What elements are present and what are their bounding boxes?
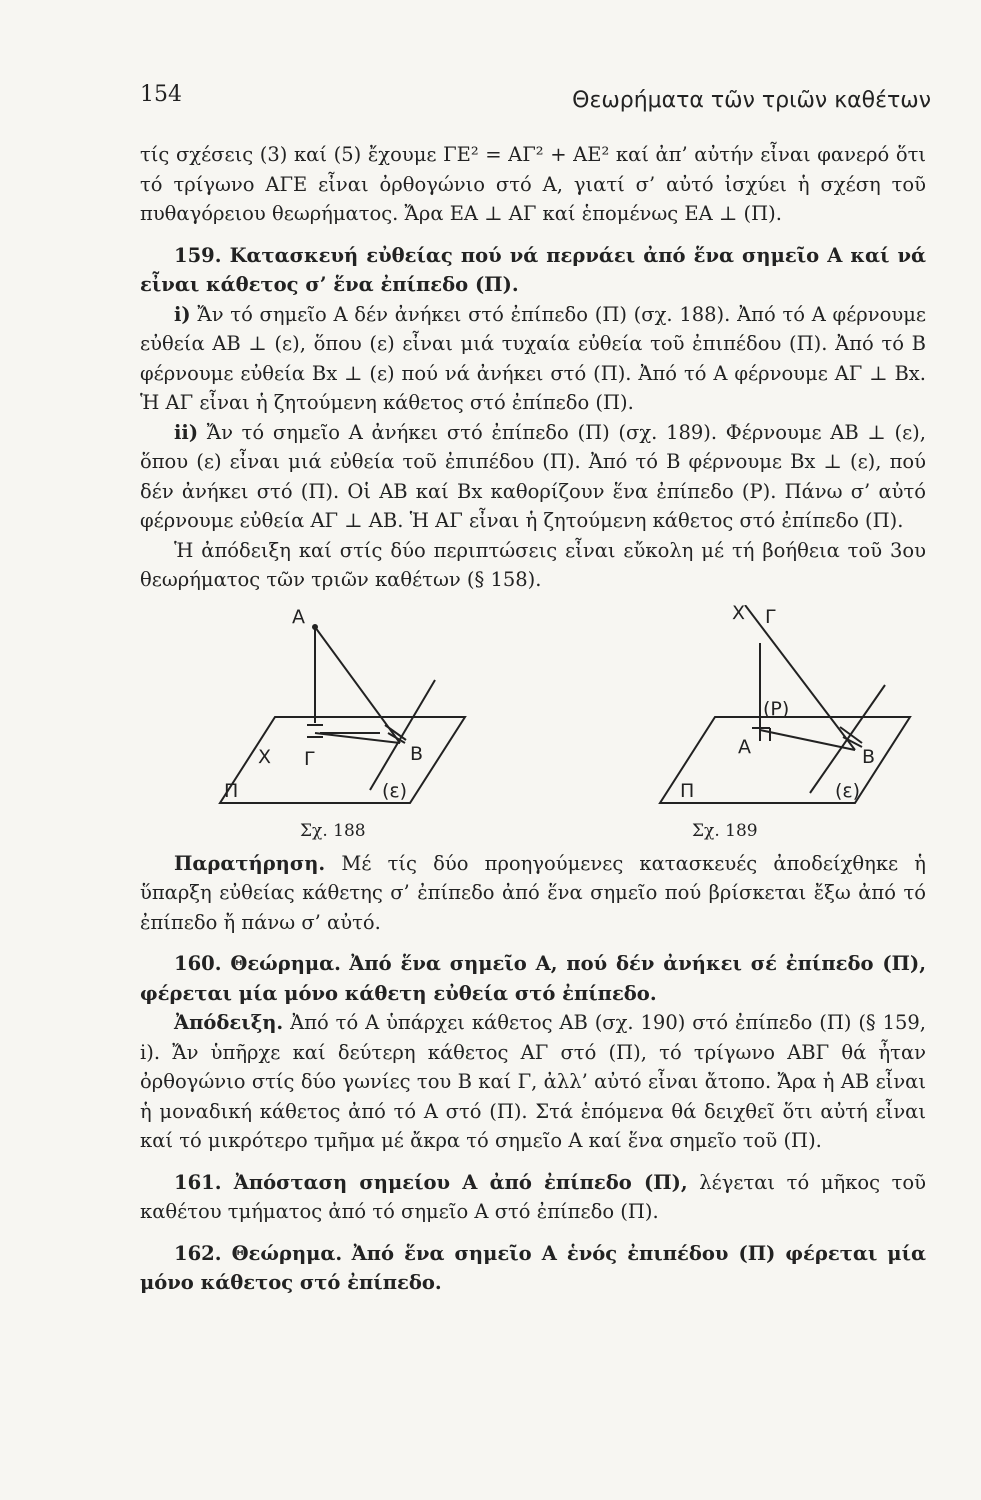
plane-p bbox=[220, 717, 465, 803]
case-ii-text: Ἄν τό σημεῖο Α ἀνήκει στό ἐπίπεδο (Π) (σχ. 189). Φέρνουμε ΑΒ ⊥ (ε), ὅπου (ε) εἶναι μιά εὐθεία τοῦ ἐπιπέδου (Π). Ἀπό τό Β φέρνουμε Βx ⊥ (ε), πού δέν ἀνήκει στό (Π). Οἱ ΑΒ καί Βx καθορίζουν ἕνα ἐπίπεδο (Ρ). Πάνω σ’ αὐτό φέρνουμε εὐθεία ΑΓ ⊥ ΑΒ. Ἡ ΑΓ εἶναι ἡ ζητούμενη κάθετος στό ἐπίπεδο (Π). bbox=[140, 420, 926, 532]
page-body bbox=[140, 140, 926, 1298]
figure-188 bbox=[210, 605, 470, 810]
label-x: Χ bbox=[732, 604, 746, 624]
proof-note: Ἡ ἀπόδειξη καί στίς δύο περιπτώσεις εἶναι εὔκολη μέ τή βοήθεια τοῦ 3ου θεωρήματος τῶν τριῶν καθέτων (§ 158). bbox=[140, 538, 926, 591]
label-a: Α bbox=[292, 605, 305, 628]
caption-188: Σχ. 188 bbox=[300, 820, 366, 841]
proof-text: Ἀπό τό Α ὑπάρχει κάθετος ΑΒ (σχ. 190) στό ἐπίπεδο (Π) (§ 159, i). Ἄν ὑπῆρχε καί δεύτερη κάθετος ΑΓ στό (Π), τό τρίγωνο ΑΒΓ θά ἦταν ὀρθογώνιο στίς δύο γωνίες του Β καί Γ, ἀλλ’ αὐτό εἶναι ἄτοπο. Ἄρα ἡ ΑΒ εἶναι ἡ μοναδική κάθετος ἀπό τό Α στό (Π). Στά ἑπόμενα θά δειχθεῖ ὅτι αὐτή εἶναι καί τό μικρότερο τμῆμα μέ ἄκρα τό σημεῖο Α καί ἕνα σημεῖο τοῦ (Π). bbox=[140, 1011, 926, 1152]
label-g: Γ bbox=[304, 747, 315, 770]
label-b: Β bbox=[862, 745, 876, 768]
proof-label: Ἀπόδειξη. bbox=[174, 1011, 284, 1034]
section-160-text: Ἀπό ἕνα σημεῖο Α, πού δέν ἀνήκει σέ ἐπίπεδο (Π), φέρεται μία μόνο κάθετη εὐθεία στό ἐπίπεδο. bbox=[140, 952, 926, 1005]
section-159-number: 159 bbox=[174, 243, 215, 267]
label-x: Χ bbox=[258, 745, 272, 768]
label-e: (ε) bbox=[382, 779, 408, 802]
section-161-title: Ἀπόσταση σημείου Α ἀπό ἐπίπεδο (Π), bbox=[233, 1170, 688, 1194]
section-161: 161. Ἀπόσταση σημείου Α ἀπό ἐπίπεδο (Π), λέγεται τό μῆκος τοῦ καθέτου τμήματος ἀπό τό σημεῖο Α στό ἐπίπεδο (Π). bbox=[140, 1170, 927, 1223]
label-r: (Ρ) bbox=[763, 697, 790, 720]
page-header bbox=[140, 82, 931, 122]
remark-text: Μέ τίς δύο προηγούμενες κατασκευές ἀποδείχθηκε ἡ ὕπαρξη εὐθείας κάθετης σ’ ἐπίπεδο ἀπό ἕνα σημεῖο πού βρίσκεται ἔξω ἀπό τό ἐπίπεδο ἤ πάνω σ’ αὐτό. bbox=[140, 851, 926, 934]
section-162: 162. Θεώρημα. Ἀπό ἕνα σημεῖο Α ἑνός ἐπιπέδου (Π) φέρεται μία μόνο κάθετος στό ἐπίπεδο. bbox=[140, 1241, 927, 1294]
figure-188-drawing bbox=[210, 605, 470, 810]
paragraph-continuation: τίς σχέσεις (3) καί (5) ἔχουμε ΓΕ² = ΑΓ² + ΑΕ² καί ἀπ’ αὐτήν εἶναι φανερό ὅτι τό τρίγωνο ΑΓΕ εἶναι ὀρθογώνιο στό Α, γιατί σ’ αὐτό ἰσχύει ἡ σχέση τοῦ πυθαγόρειου θεωρήματος. Ἄρα ΕΑ ⊥ ΑΓ καί ἑπομένως ΕΑ ⊥ (Π). bbox=[140, 143, 926, 225]
remark bbox=[140, 849, 926, 938]
section-161-text: λέγεται τό μῆκος τοῦ καθέτου τμήματος ἀπό τό σημεῖο Α στό ἐπίπεδο (Π). bbox=[140, 1170, 927, 1223]
section-159-title: Κατασκευή εὐθείας πού νά περνάει ἀπό ἕνα σημεῖο Α καί νά εἶναι κάθετος σ’ ἕνα ἐπίπεδο (Π). bbox=[140, 243, 927, 296]
case-ii-label: ii) bbox=[174, 420, 199, 444]
case-i-label: i) bbox=[174, 302, 191, 326]
remark-label: Παρατήρηση. bbox=[174, 851, 326, 875]
caption-189: Σχ. 189 bbox=[692, 820, 758, 841]
label-p: Π bbox=[224, 779, 239, 802]
figure-189 bbox=[630, 605, 920, 810]
label-a: Α bbox=[738, 735, 751, 758]
figures-row bbox=[140, 604, 926, 841]
page-number: 154 bbox=[140, 82, 182, 107]
section-159: 159. Κατασκευή εὐθείας πού νά περνάει ἀπό ἕνα σημεῖο Α καί νά εἶναι κάθετος σ’ ἕνα ἐπίπεδο (Π). bbox=[140, 243, 927, 296]
label-p: Π bbox=[680, 779, 695, 802]
proof-160 bbox=[140, 1008, 926, 1156]
section-161-number: 161 bbox=[174, 1170, 215, 1194]
running-title: Θεωρήματα τῶν τριῶν καθέτων bbox=[572, 88, 931, 113]
label-g: Γ bbox=[765, 605, 776, 628]
section-160-kind: Θεώρημα. bbox=[230, 952, 341, 975]
case-i-text: Ἄν τό σημεῖο Α δέν ἀνήκει στό ἐπίπεδο (Π) (σχ. 188). Ἀπό τό Α φέρνουμε εὐθεία ΑΒ ⊥ (ε), ὅπου (ε) εἶναι μιά τυχαία εὐθεία τοῦ ἐπιπέδου (Π). Ἀπό τό Β φέρνουμε εὐθεία Βx ⊥ (ε) πού νά ἀνήκει στό (Π). Ἀπό τό Α φέρνουμε ΑΓ ⊥ Βx. Ἡ ΑΓ εἶναι ἡ ζητούμενη κάθετος στό ἐπίπεδο (Π). bbox=[140, 302, 926, 414]
section-162-kind: Θεώρημα. bbox=[231, 1241, 343, 1265]
case-i bbox=[140, 300, 926, 418]
figure-189-drawing bbox=[630, 605, 920, 810]
section-162-text: Ἀπό ἕνα σημεῖο Α ἑνός ἐπιπέδου (Π) φέρεται μία μόνο κάθετος στό ἐπίπεδο. bbox=[140, 1241, 927, 1294]
section-160: 160. Θεώρημα. Ἀπό ἕνα σημεῖο Α, πού δέν ἀνήκει σέ ἐπίπεδο (Π), φέρεται μία μόνο κάθετη εὐθεία στό ἐπίπεδο. bbox=[140, 952, 926, 1005]
label-e: (ε) bbox=[835, 779, 861, 802]
case-ii bbox=[140, 418, 926, 536]
label-b: Β bbox=[410, 742, 424, 765]
section-160-number: 160 bbox=[174, 952, 215, 975]
section-162-number: 162 bbox=[174, 1241, 215, 1265]
